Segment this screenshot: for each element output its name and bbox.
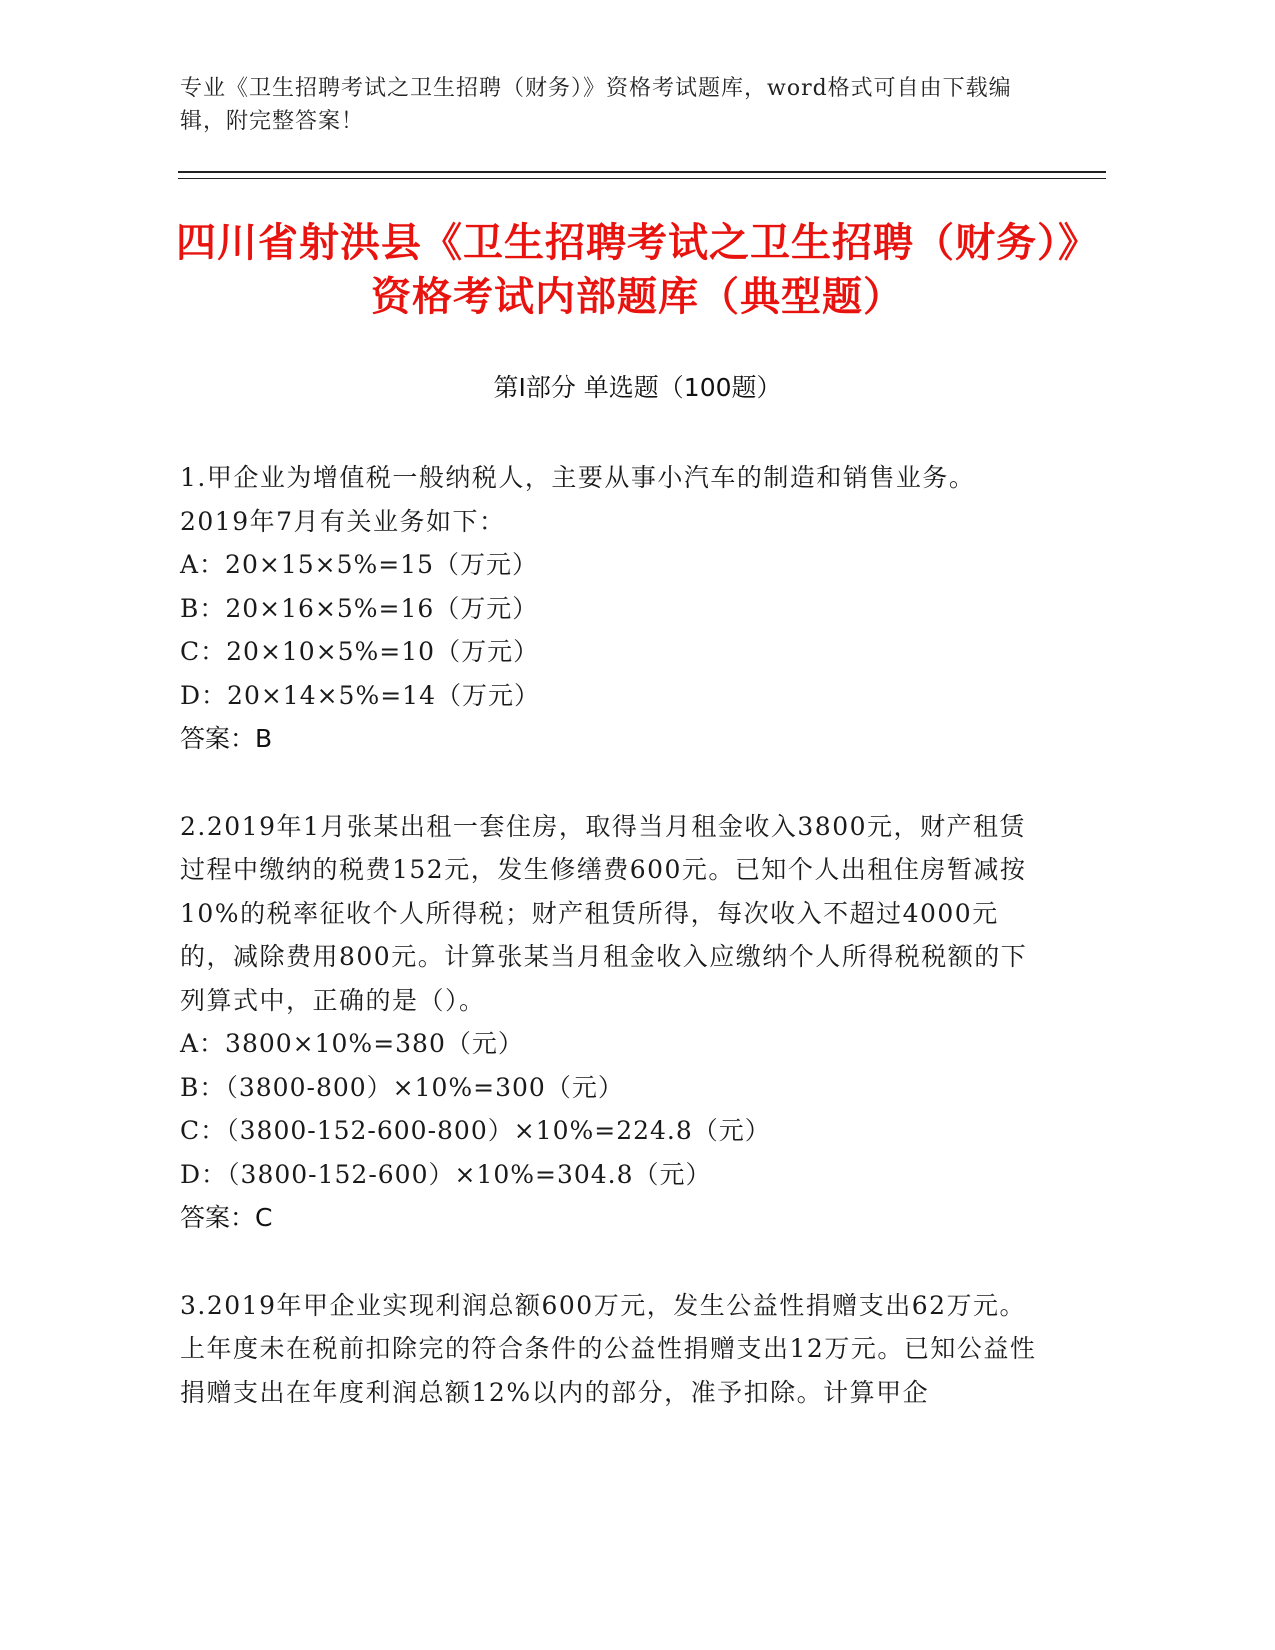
option-a: A：20×15×5%=15（万元）	[180, 550, 538, 579]
question-2	[180, 805, 1040, 1240]
question-3	[180, 1284, 1040, 1415]
answer: 答案：C	[180, 1203, 273, 1232]
option-b: B：20×16×5%=16（万元）	[180, 593, 539, 623]
question-stem: 3.2019年甲企业实现利润总额600万元，发生公益性捐赠支出62万元。上年度未在税前扣除完的符合条件的公益性捐赠支出12万元。已知公益性捐赠支出在年度利润总额12%以内的部分，准予扣除。计算甲企	[180, 1290, 1037, 1407]
option-d: D：（3800-152-600）×10%=304.8（元）	[180, 1159, 712, 1189]
option-d: D：20×14×5%=14（万元）	[180, 680, 540, 710]
document-title: 四川省射洪县《卫生招聘考试之卫生招聘（财务）》资格考试内部题库（典型题）	[176, 220, 1099, 320]
option-a: A：3800×10%=380（元）	[180, 1029, 524, 1058]
question-1	[180, 456, 1040, 761]
question-list	[180, 456, 1040, 1458]
option-b: B：（3800-800）×10%=300（元）	[180, 1072, 624, 1102]
option-c: C：20×10×5%=10（万元）	[180, 637, 540, 666]
option-c: C：（3800-152-600-800）×10%=224.8（元）	[180, 1116, 771, 1145]
header-note: 专业《卫生招聘考试之卫生招聘（财务）》资格考试题库，word格式可自由下载编辑，附完整答案！	[180, 76, 1012, 134]
answer: 答案：B	[180, 724, 273, 753]
section-title: 第Ⅰ部分 单选题（100题）	[493, 373, 782, 402]
question-stem: 2.2019年1月张某出租一套住房，取得当月租金收入3800元，财产租赁过程中缴纳的税费152元，发生修缮费600元。已知个人出租住房暂减按10%的税率征收个人所得税；财产租赁所得，每次收入不超过4000元的，减除费用800元。计算张某当月租金收入应缴纳个人所得税税额的下列算式中，正确的是（）。	[180, 811, 1028, 1015]
question-stem: 1.甲企业为增值税一般纳税人，主要从事小汽车的制造和销售业务。2019年7月有关业务如下：	[180, 463, 976, 536]
header-rule-thick	[178, 171, 1106, 173]
header-rule-thin	[178, 178, 1106, 179]
